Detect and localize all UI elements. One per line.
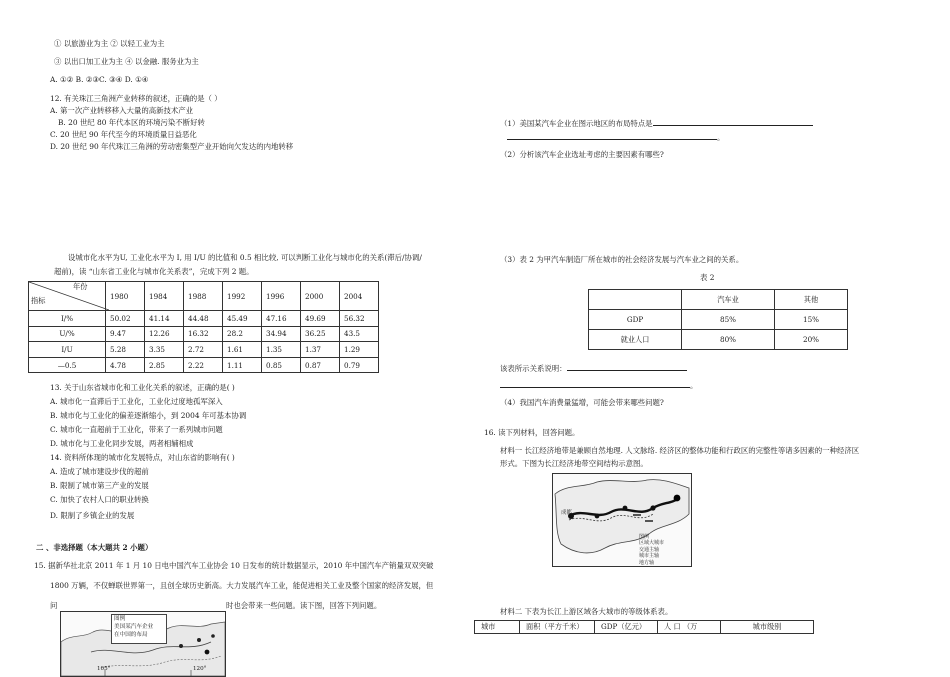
year-header: 1980 [106,282,145,311]
table-cell: 1.11 [223,357,262,373]
table-row [29,326,379,342]
sub-question-1 [500,117,813,129]
answer-blank[interactable] [653,117,813,126]
question-16: 16. 读下列材料，回答问题。 [484,428,580,437]
table-header-cell: 城市级别 [721,621,814,634]
table-header-cell: 人 口 （万 [658,621,721,634]
table-cell: 4.78 [106,357,145,373]
q13-option-b: B. 城市化与工业化的偏差逐渐缩小，到 2004 年可基本协调 [50,411,247,420]
map-drawing-icon [553,474,691,566]
table-row [29,342,379,358]
china-car-enterprise-map [60,611,226,677]
table-header-cell [589,290,682,310]
table-cell: 15% [775,310,848,330]
table-cell: 1.37 [301,342,340,358]
table-cell: 1.29 [340,342,379,358]
car-industry-table [588,289,848,350]
options-line-2: ③ 以出口加工业为主 ④ 以金融. 服务业为主 [54,57,199,66]
row-label: I/U [29,342,106,358]
corner-label-indicator: 指标 [31,296,46,305]
table-2-title: 表 2 [700,273,715,282]
year-header: 1996 [262,282,301,311]
material-2: 材料二 下表为长江上游区域各大城市的等级体系表。 [500,607,673,616]
sub-question-1-text: （1）美国某汽车企业在图示地区的布局特点是 [500,119,653,128]
table-header-cell: GDP（亿元） [595,621,658,634]
map-legend-line: 城市主轴 [639,553,660,560]
question-15-line-3b: 时也会带来一些问题。读下图，回答下列问题。 [226,601,382,610]
map-legend-line: 区域大城市 [639,540,665,547]
table-row [589,330,848,350]
q14-option-d: D. 限制了乡镇企业的发展 [50,511,135,520]
q12-option-d: D. 20 世纪 90 年代珠江三角洲的劳动密集型产业开始向欠发达的内地转移 [50,142,294,151]
table-cell: 2.85 [145,357,184,373]
answer-blank[interactable] [567,362,687,371]
table-cell: 85% [682,310,775,330]
table-cell: 3.35 [145,342,184,358]
row-label: U/% [29,326,106,342]
table-cell: 0.87 [301,357,340,373]
longitude-label: 105° [97,666,111,672]
period-mark: 。 [717,133,725,142]
q14-option-a: A. 造成了城市建设步伐的超前 [50,467,149,476]
period-mark: 。 [690,381,698,390]
table-cell: 2.22 [184,357,223,373]
city-hierarchy-table [474,620,814,634]
table-cell: 56.32 [340,311,379,327]
table-2-explanation-cont [500,379,697,391]
yangtze-economic-belt-map [552,473,692,567]
q12-option-b: B. 20 世纪 80 年代本区的环境污染不断好转 [58,118,205,127]
map-legend-title: 图例 [114,616,126,622]
year-header: 2000 [301,282,340,311]
table-cell: 47.16 [262,311,301,327]
map-legend-line: 地方轴 [639,559,655,566]
year-header: 1988 [184,282,223,311]
explanation-label: 该表所示关系说明： [500,364,567,373]
table-2-explanation [500,362,687,374]
corner-label-year: 年份 [73,282,88,291]
table-cell: 28.2 [223,326,262,342]
material-1-line-1: 材料一 长江经济地带是兼顾自然地理. 人文脉络. 经济区的整体功能和行政区的完整性等诸多因素的一种经济区 [500,446,860,455]
map-legend-title: 图例 [639,534,650,540]
question-15-line-1: 15. 据新华社北京 2011 年 1 月 10 日电中国汽车工业协会 10 日发布的统计数据显示，2010 年中国汽车产销量双双突破 [34,561,434,570]
question-14: 14. 资料所体现的城市化发展特点，对山东省的影响有( ) [50,453,235,462]
answer-blank[interactable] [500,379,690,388]
intro-paragraph-line-2: 超前)，读 “山东省工业化与城市化关系表”，完成下列 2 题。 [54,267,254,276]
sub-question-3: （3）表 2 为甲汽车制造厂所在城市的社会经济发展与汽车业之间的关系。 [500,255,744,264]
longitude-label: 120° [193,666,207,672]
map-legend-line: 美国某汽车企业 [114,624,154,630]
q13-option-a: A. 城市化一直滞后于工业化，工业化过度地孤军深入 [50,397,223,406]
table-cell: 2.72 [184,342,223,358]
table-corner-cell [29,282,106,311]
table-cell: 9.47 [106,326,145,342]
intro-paragraph-line-1: 设城市化水平为U, 工业化水平为 I, 用 I/U 的比值和 0.5 相比较, 可以判断工业化与城市化的关系(滞后/协调/ [68,253,422,262]
map-legend-line: 交通主轴 [639,546,660,553]
table-cell: 43.5 [340,326,379,342]
q13-option-c: C. 城市化一直超前于工业化，带来了一系列城市问题 [50,425,223,434]
map-legend-line: 在中国的布局 [114,632,148,638]
table-cell: 1.35 [262,342,301,358]
year-header: 2004 [340,282,379,311]
table-cell: 41.14 [145,311,184,327]
row-label: —0.5 [29,357,106,373]
q13-option-d: D. 城市化与工业化同步发展，两者相辅相成 [50,439,194,448]
table-cell: 5.28 [106,342,145,358]
question-12: 12. 有关珠江三角洲产业转移的叙述，正确的是（ ） [50,94,222,103]
table-cell: 50.02 [106,311,145,327]
sub-question-4: （4）我国汽车消费量猛增，可能会带来哪些问题? [500,398,664,407]
question-13: 13. 关于山东省城市化和工业化关系的叙述，正确的是( ) [50,383,235,392]
map-legend-box [639,534,664,566]
table-cell: 0.79 [340,357,379,373]
answer-blank[interactable] [507,131,717,140]
table-header-cell: 城市 [475,621,520,634]
table-cell: 44.48 [184,311,223,327]
table-cell: 45.49 [223,311,262,327]
answer-choices-q11: A. ①② B. ②③C. ③④ D. ①④ [50,75,149,84]
q12-option-c: C. 20 世纪 90 年代至今的环境质量日益恶化 [50,130,197,139]
sub-question-2: （2）分析该汽车企业选址考虑的主要因素有哪些? [500,150,664,159]
year-header: 1992 [223,282,262,311]
map-city-label: 成都 [561,510,572,516]
table-cell: 36.25 [301,326,340,342]
row-label: I/% [29,311,106,327]
table-cell: 12.26 [145,326,184,342]
table-cell: 1.61 [223,342,262,358]
table-header-cell: 汽车业 [682,290,775,310]
table-cell: GDP [589,310,682,330]
material-1-line-2: 形式。下图为长江经济地带空间结构示意图。 [500,459,648,468]
year-header: 1984 [145,282,184,311]
map-legend-box [111,614,167,644]
q14-option-b: B. 限制了城市第三产业的发展 [50,481,149,490]
table-cell: 49.69 [301,311,340,327]
q14-option-c: C. 加快了农村人口的职业转换 [50,495,149,504]
table-cell: 16.32 [184,326,223,342]
table-cell: 34.94 [262,326,301,342]
table-header-cell: 面积（平方千米） [520,621,595,634]
table-row [29,311,379,327]
sub-question-1-cont [507,131,724,143]
q12-option-a: A. 第一次产业转移移入大量的高新技术产业 [50,106,194,115]
table-cell: 0.85 [262,357,301,373]
table-cell: 就业人口 [589,330,682,350]
table-cell: 20% [775,330,848,350]
question-15-line-2: 1800 万辆，不仅蝉联世界第一，且创全球历史新高。大力发展汽车工业，能促进相关工业及整个国家的经济发展，但 [50,581,434,590]
table-row [589,310,848,330]
question-15-line-3a: 问 [50,601,58,610]
section-heading-non-choice: 二 、非选择题（本大题共 2 小题） [36,543,153,552]
table-cell: 80% [682,330,775,350]
table-row [29,357,379,373]
table-header-cell: 其他 [775,290,848,310]
industrialization-urbanization-table [28,281,379,373]
options-line-1: ① 以旅游业为主 ② 以轻工业为主 [54,39,165,48]
